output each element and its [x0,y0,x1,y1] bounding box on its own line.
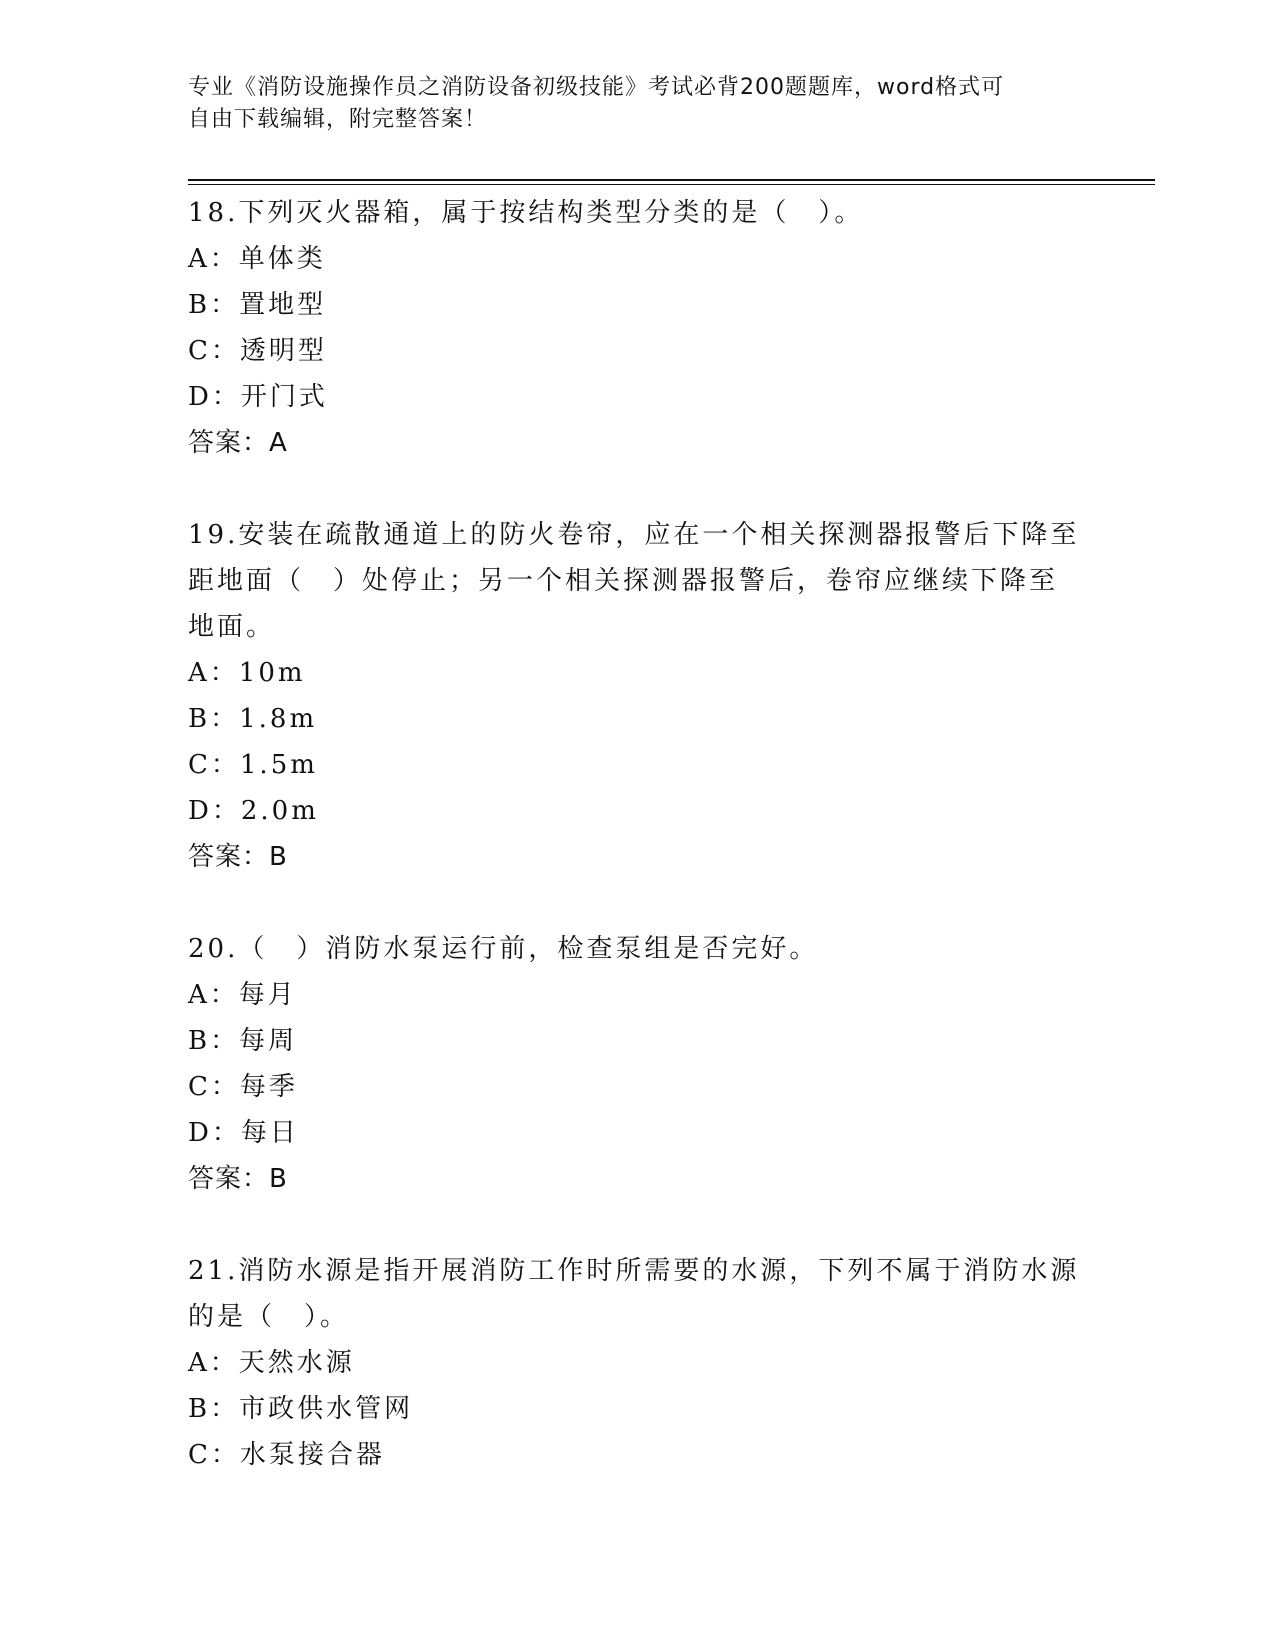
document-header [188,72,1068,136]
spacer [188,466,1088,512]
option-b: B：市政供水管网 [188,1394,414,1424]
question-stem: 的是（ ）。 [188,1302,350,1332]
spacer [188,1202,1088,1248]
answer-line: 答案：A [188,428,288,458]
spacer [188,880,1088,926]
option-a: A：每月 [188,980,297,1010]
header-line-2: 自由下载编辑，附完整答案！ [188,107,488,132]
question-stem: 20.（ ）消防水泵运行前，检查泵组是否完好。 [188,934,819,964]
option-d: D：2.0m [188,796,319,826]
question-18 [188,190,1088,466]
option-a: A：单体类 [188,244,326,274]
option-c: C：1.5m [188,750,318,780]
option-b: B：1.8m [188,704,318,734]
question-stem: 19.安装在疏散通道上的防火卷帘，应在一个相关探测器报警后下降至 [188,520,1080,550]
question-list [188,190,1088,1478]
question-stem: 18.下列灭火器箱，属于按结构类型分类的是（ ）。 [188,198,864,228]
question-20 [188,926,1088,1202]
option-c: C：每季 [188,1072,298,1102]
option-a: A：10m [188,658,306,688]
question-stem: 21.消防水源是指开展消防工作时所需要的水源，下列不属于消防水源 [188,1256,1080,1286]
option-a: A：天然水源 [188,1348,355,1378]
option-d: D：每日 [188,1118,299,1148]
question-21 [188,1248,1088,1478]
option-c: C：水泵接合器 [188,1440,385,1470]
header-line-1: 专业《消防设施操作员之消防设备初级技能》考试必背200题题库，word格式可 [188,75,1005,100]
header-divider [188,179,1155,185]
question-stem: 距地面（ ）处停止；另一个相关探测器报警后，卷帘应继续下降至 [188,566,1059,596]
option-d: D：开门式 [188,382,328,412]
option-c: C：透明型 [188,336,327,366]
question-stem: 地面。 [188,612,276,642]
answer-line: 答案：B [188,1164,288,1194]
option-b: B：每周 [188,1026,298,1056]
option-b: B：置地型 [188,290,327,320]
answer-line: 答案：B [188,842,288,872]
question-19 [188,512,1088,880]
